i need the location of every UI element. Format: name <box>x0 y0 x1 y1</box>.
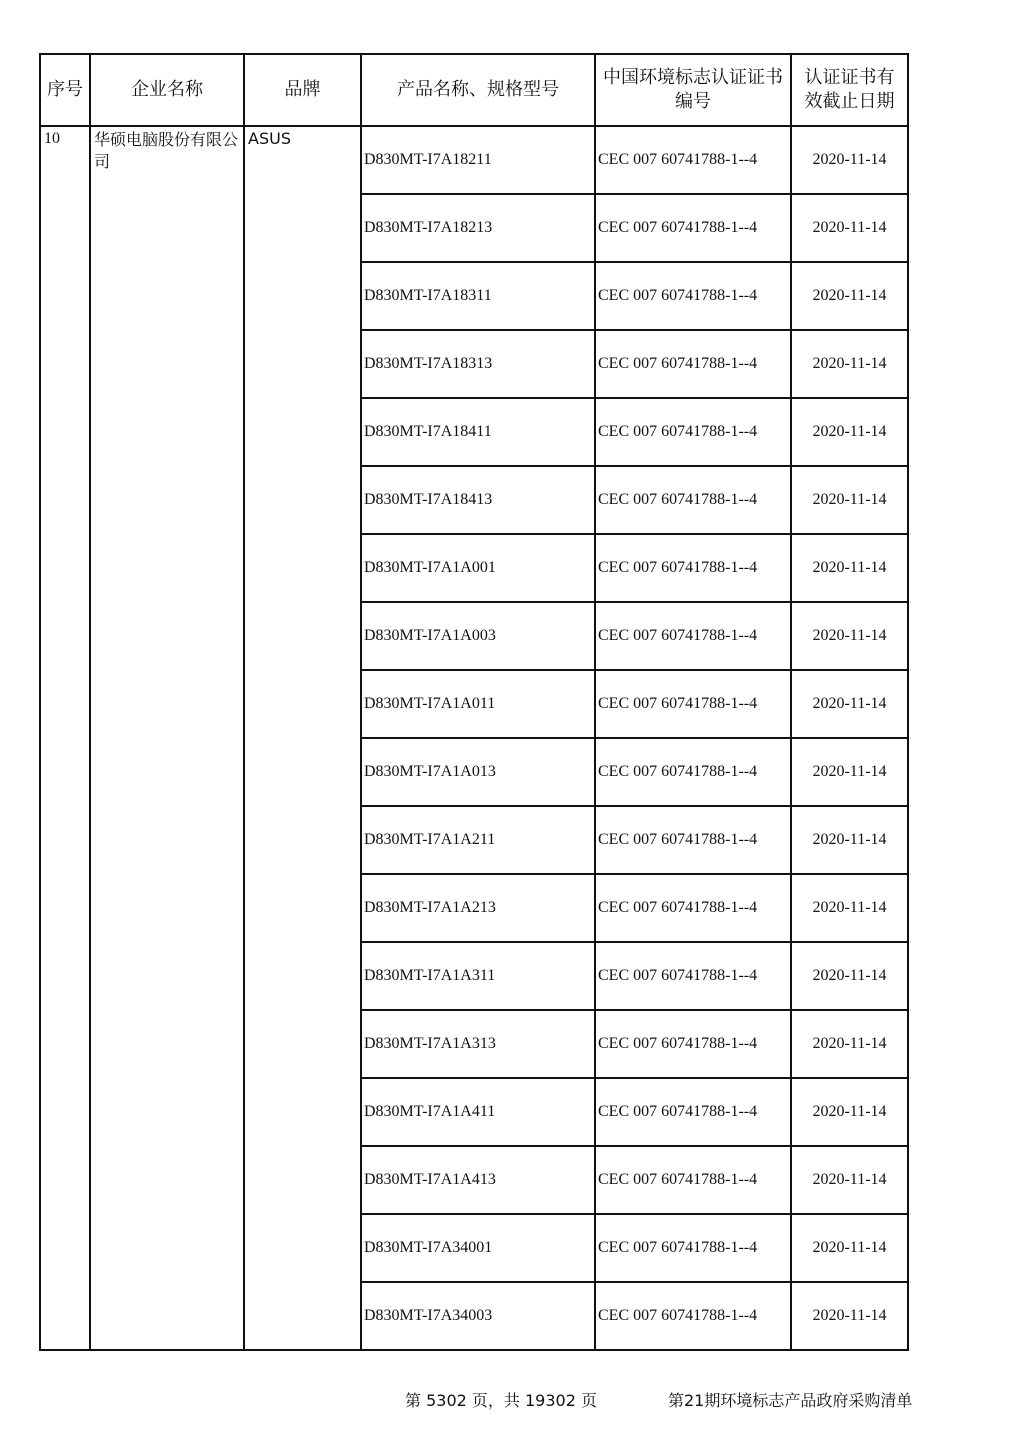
seq-cell: 10 <box>40 126 90 1350</box>
table-row <box>40 126 908 194</box>
cert-number-cell: CEC 007 60741788-1--4 <box>595 1214 791 1282</box>
expiry-date-cell: 2020-11-14 <box>791 1214 908 1282</box>
model-cell: D830MT-I7A1A413 <box>361 1146 595 1214</box>
expiry-date-cell: 2020-11-14 <box>791 534 908 602</box>
brand-cell: ASUS <box>244 126 361 1350</box>
cert-number-cell: CEC 007 60741788-1--4 <box>595 1078 791 1146</box>
model-cell: D830MT-I7A1A211 <box>361 806 595 874</box>
header-seq: 序号 <box>40 54 90 126</box>
expiry-date-cell: 2020-11-14 <box>791 398 908 466</box>
cert-number-cell: CEC 007 60741788-1--4 <box>595 398 791 466</box>
expiry-date-cell: 2020-11-14 <box>791 738 908 806</box>
cert-number-cell: CEC 007 60741788-1--4 <box>595 738 791 806</box>
cert-number-cell: CEC 007 60741788-1--4 <box>595 602 791 670</box>
company-cell: 华硕电脑股份有限公司 <box>90 126 244 1350</box>
header-product: 产品名称、规格型号 <box>361 54 595 126</box>
model-cell: D830MT-I7A18311 <box>361 262 595 330</box>
model-cell: D830MT-I7A18213 <box>361 194 595 262</box>
table-body <box>40 126 908 1350</box>
header-expiry-text: 认证证书有效截止日期 <box>804 67 895 112</box>
expiry-date-cell: 2020-11-14 <box>791 330 908 398</box>
model-cell: D830MT-I7A1A311 <box>361 942 595 1010</box>
header-cert-no <box>595 54 791 126</box>
model-cell: D830MT-I7A1A003 <box>361 602 595 670</box>
model-cell: D830MT-I7A18313 <box>361 330 595 398</box>
cert-number-cell: CEC 007 60741788-1--4 <box>595 126 791 194</box>
page-number: 第 5302 页，共 19302 页 <box>405 1391 597 1410</box>
cert-number-cell: CEC 007 60741788-1--4 <box>595 874 791 942</box>
expiry-date-cell: 2020-11-14 <box>791 1010 908 1078</box>
expiry-date-cell: 2020-11-14 <box>791 1078 908 1146</box>
header-expiry <box>791 54 908 126</box>
cert-number-cell: CEC 007 60741788-1--4 <box>595 262 791 330</box>
list-title: 第21期环境标志产品政府采购清单 <box>668 1391 913 1410</box>
expiry-date-cell: 2020-11-14 <box>791 806 908 874</box>
model-cell: D830MT-I7A1A213 <box>361 874 595 942</box>
header-brand: 品牌 <box>244 54 361 126</box>
model-cell: D830MT-I7A18211 <box>361 126 595 194</box>
model-cell: D830MT-I7A18411 <box>361 398 595 466</box>
cert-number-cell: CEC 007 60741788-1--4 <box>595 534 791 602</box>
expiry-date-cell: 2020-11-14 <box>791 194 908 262</box>
expiry-date-cell: 2020-11-14 <box>791 1146 908 1214</box>
expiry-date-cell: 2020-11-14 <box>791 466 908 534</box>
cert-number-cell: CEC 007 60741788-1--4 <box>595 1282 791 1350</box>
cert-number-cell: CEC 007 60741788-1--4 <box>595 1010 791 1078</box>
expiry-date-cell: 2020-11-14 <box>791 1282 908 1350</box>
cert-number-cell: CEC 007 60741788-1--4 <box>595 670 791 738</box>
expiry-date-cell: 2020-11-14 <box>791 874 908 942</box>
cert-number-cell: CEC 007 60741788-1--4 <box>595 1146 791 1214</box>
model-cell: D830MT-I7A1A011 <box>361 670 595 738</box>
model-cell: D830MT-I7A34003 <box>361 1282 595 1350</box>
expiry-date-cell: 2020-11-14 <box>791 602 908 670</box>
header-company: 企业名称 <box>90 54 244 126</box>
cert-number-cell: CEC 007 60741788-1--4 <box>595 806 791 874</box>
model-cell: D830MT-I7A1A013 <box>361 738 595 806</box>
cert-number-cell: CEC 007 60741788-1--4 <box>595 194 791 262</box>
model-cell: D830MT-I7A1A411 <box>361 1078 595 1146</box>
expiry-date-cell: 2020-11-14 <box>791 670 908 738</box>
header-row <box>40 54 908 126</box>
model-cell: D830MT-I7A1A001 <box>361 534 595 602</box>
model-cell: D830MT-I7A34001 <box>361 1214 595 1282</box>
expiry-date-cell: 2020-11-14 <box>791 942 908 1010</box>
model-cell: D830MT-I7A18413 <box>361 466 595 534</box>
cert-number-cell: CEC 007 60741788-1--4 <box>595 466 791 534</box>
cert-number-cell: CEC 007 60741788-1--4 <box>595 330 791 398</box>
cert-number-cell: CEC 007 60741788-1--4 <box>595 942 791 1010</box>
expiry-date-cell: 2020-11-14 <box>791 126 908 194</box>
model-cell: D830MT-I7A1A313 <box>361 1010 595 1078</box>
expiry-date-cell: 2020-11-14 <box>791 262 908 330</box>
header-cert-no-text: 中国环境标志认证证书编号 <box>603 67 783 112</box>
product-table <box>39 53 909 1351</box>
